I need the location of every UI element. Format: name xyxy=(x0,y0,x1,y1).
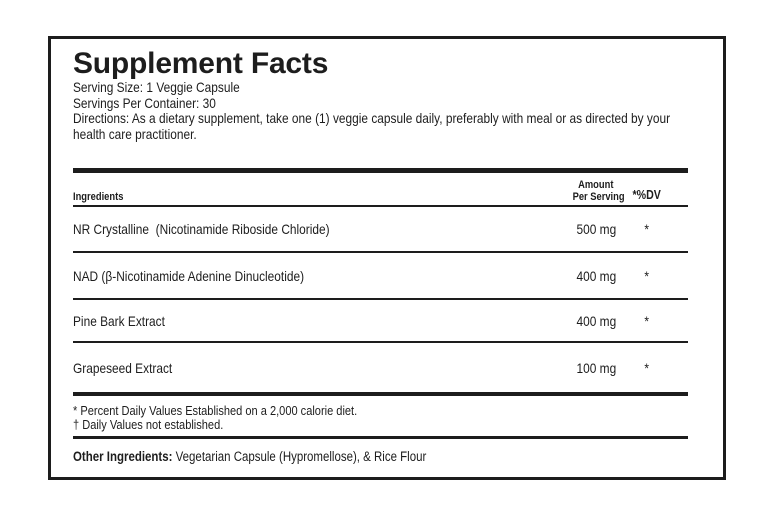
dv-column-header: *%DV xyxy=(632,188,662,202)
servings-per-container-line xyxy=(73,96,688,112)
ingredient-amount: 500 mg xyxy=(576,221,616,237)
ingredient-amount: 100 mg xyxy=(576,359,616,376)
row-nr-crystalline xyxy=(73,207,688,253)
footnotes xyxy=(73,396,688,432)
table-header-row xyxy=(73,173,688,207)
ingredient-dv: * xyxy=(644,221,650,237)
row-pine-bark-extract xyxy=(73,300,688,343)
ingredient-name: Pine Bark Extract xyxy=(73,312,165,329)
other-ingredients-label: Other Ingredients: xyxy=(73,448,173,464)
footnote-daily-values: * Percent Daily Values Established on a 2,000 calorie diet. xyxy=(73,403,358,418)
ingredients-column-header: Ingredients xyxy=(73,191,124,203)
supplement-facts-label xyxy=(48,36,726,480)
ingredient-amount: 400 mg xyxy=(576,267,616,284)
row-grapeseed-extract xyxy=(73,343,688,392)
other-ingredients-text: Vegetarian Capsule (Hypromellose), & Rice Flour xyxy=(172,448,427,464)
amount-header-line-2: Per Serving xyxy=(572,190,625,203)
serving-size-text: Serving Size: 1 Veggie Capsule xyxy=(73,79,240,95)
footnote-not-established: † Daily Values not established. xyxy=(73,417,224,432)
servings-per-container-text: Servings Per Container: 30 xyxy=(73,94,216,111)
ingredient-name: NAD (β-Nicotinamide Adenine Dinucleotide) xyxy=(73,267,305,284)
ingredient-amount: 400 mg xyxy=(576,312,616,329)
amount-header-line-1: Amount xyxy=(578,179,614,191)
serving-size-line xyxy=(73,80,688,96)
other-ingredients-line xyxy=(73,439,688,464)
ingredient-name: NR Crystalline (Nicotinamide Riboside Chloride) xyxy=(73,221,330,237)
ingredient-dv: * xyxy=(644,267,650,284)
amount-column-header xyxy=(568,180,624,205)
directions-line-1 xyxy=(73,111,688,127)
ingredient-dv: * xyxy=(644,359,650,376)
ingredient-dv: * xyxy=(644,312,650,329)
directions-text-1: Directions: As a dietary supplement, take one (1) veggie capsule daily, preferably with meal or as directed by your xyxy=(73,110,671,126)
ingredient-name: Grapeseed Extract xyxy=(73,359,173,376)
ingredients-table-body xyxy=(73,207,688,392)
label-title: Supplement Facts xyxy=(73,47,329,80)
directions-line-2 xyxy=(73,127,688,143)
directions-text-2: health care practitioner. xyxy=(73,125,197,142)
row-nad xyxy=(73,253,688,300)
